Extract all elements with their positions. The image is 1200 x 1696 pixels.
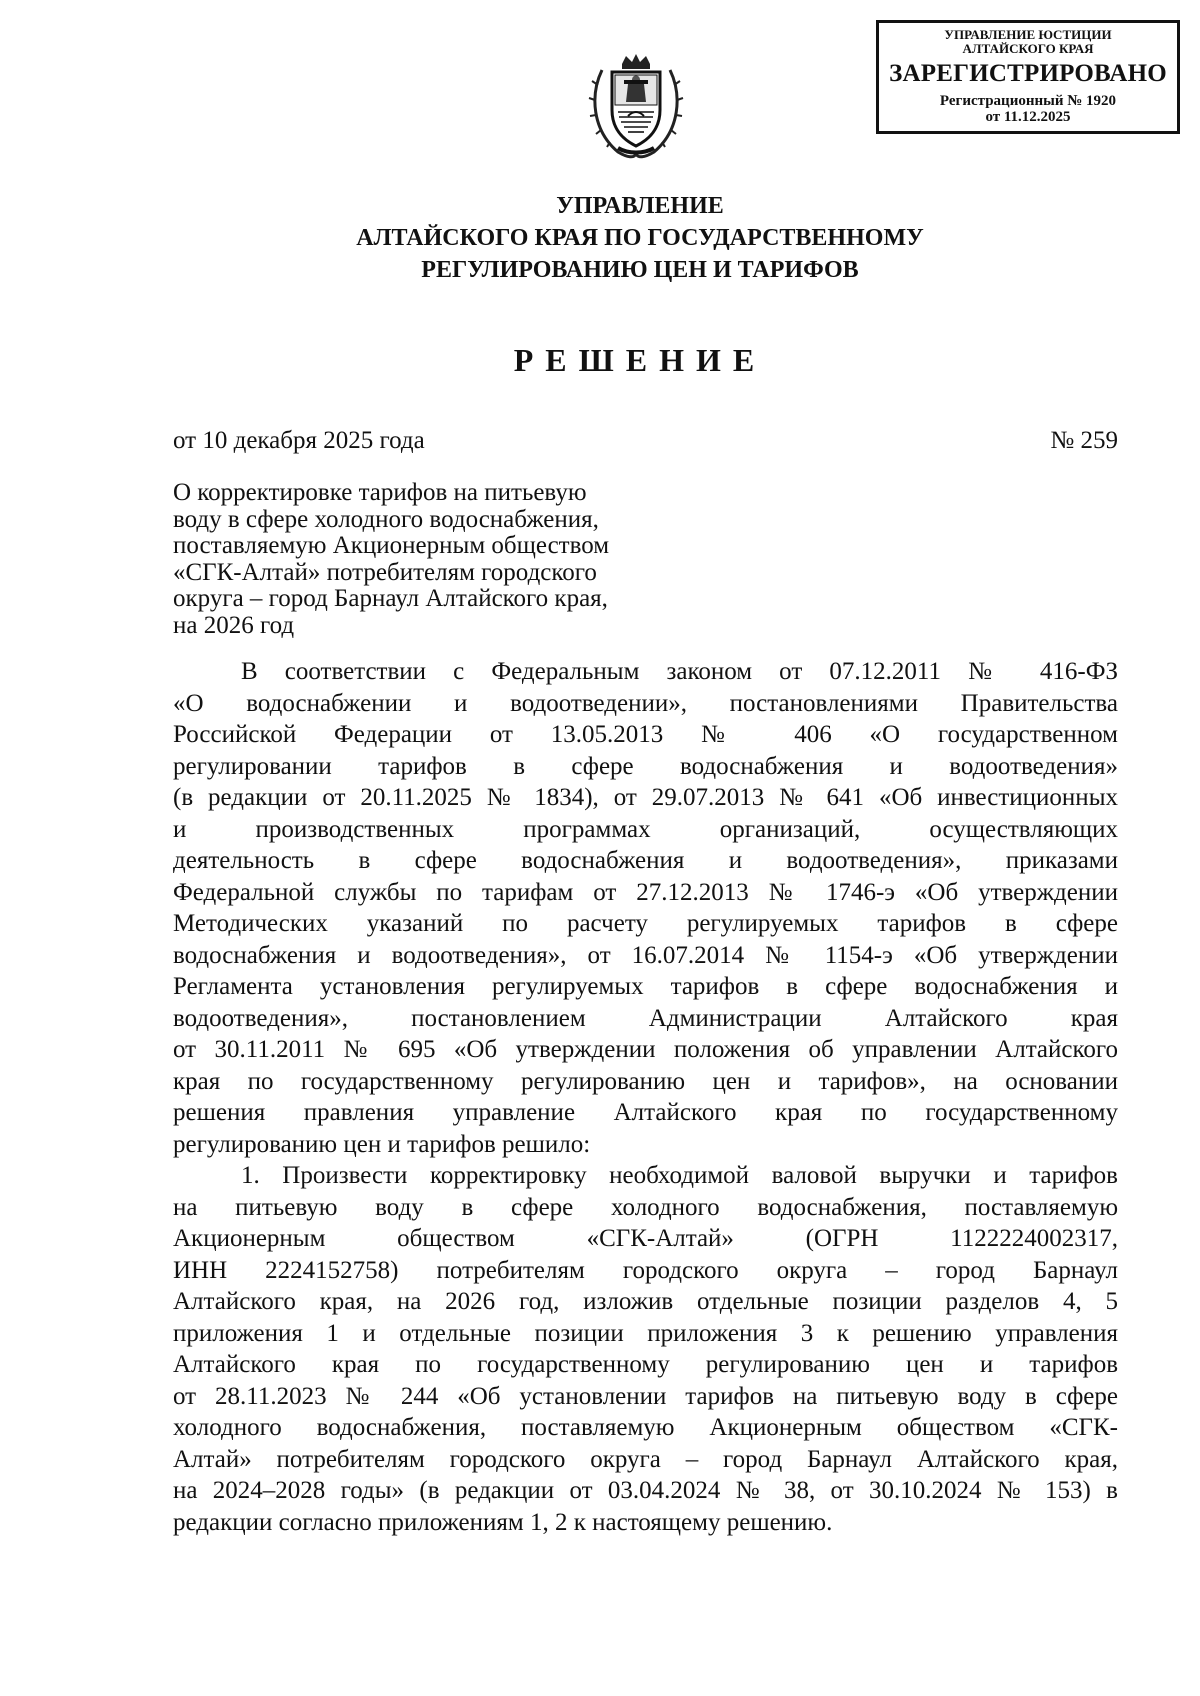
body-line: решения правления управление Алтайского края по государственному: [173, 1099, 1118, 1126]
stamp-registration-number: Регистрационный № 1920: [939, 92, 1117, 109]
stamp-organization-line2: АЛТАЙСКОГО КРАЯ: [962, 40, 1094, 56]
body-line: Алтай» потребителям городского округа – город Барнаул Алтайского края,: [173, 1445, 1118, 1473]
body-line: от 28.11.2023 № 244 «Об установлении тарифов на питьевую воду в сфере: [173, 1382, 1118, 1410]
subject-line: воду в сфере холодного водоснабжения,: [173, 505, 599, 533]
stamp-status: ЗАРЕГИСТРИРОВАНО: [889, 60, 1167, 88]
body-line: Алтайского края по государственному регулированию цен и тарифов: [173, 1351, 1118, 1378]
body-line: на питьевую воду в сфере холодного водоснабжения, поставляемую: [173, 1193, 1118, 1221]
body-line: приложения 1 и отдельные позиции приложения 3 к решению управления: [173, 1319, 1118, 1347]
body-line: Акционерным обществом «СГК-Алтай» (ОГРН 1122224002317,: [173, 1225, 1118, 1252]
body-line: деятельность в сфере водоснабжения и водоотведения», приказами: [173, 847, 1118, 874]
body-line: Российской Федерации от 13.05.2013 № 406 «О государственном: [173, 721, 1118, 748]
document-type-title: РЕШЕНИЕ: [513, 342, 767, 378]
body-line: Регламента установления регулируемых тарифов в сфере водоснабжения и: [173, 973, 1118, 1000]
body-line: края по государственному регулированию цен и тарифов», на основании: [173, 1067, 1118, 1095]
agency-line-3: РЕГУЛИРОВАНИЮ ЦЕН И ТАРИФОВ: [421, 257, 859, 283]
body-line: Федеральной службы по тарифам от 27.12.2013 № 1746-э «Об утверждении: [173, 878, 1118, 906]
stamp-registration-date: от 11.12.2025: [985, 109, 1071, 126]
body-line: на 2024–2028 годы» (в редакции от 03.04.2024 № 38, от 30.10.2024 № 153) в: [173, 1477, 1118, 1504]
body-line: «О водоснабжении и водоотведении», постановлениями Правительства: [173, 689, 1118, 717]
subject-line: О корректировке тарифов на питьевую: [173, 479, 587, 506]
agency-line-1: УПРАВЛЕНИЕ: [556, 193, 724, 219]
altai-krai-coat-of-arms-icon: [588, 50, 684, 162]
decision-subject: [173, 480, 678, 639]
body-line: Методических указаний по расчету регулируемых тарифов в сфере: [173, 910, 1118, 937]
subject-line: округа – город Барнаул Алтайского края,: [173, 585, 608, 612]
subject-line: «СГК-Алтай» потребителям городского: [173, 558, 597, 586]
stamp-organization-line1: УПРАВЛЕНИЕ ЮСТИЦИИ: [944, 27, 1112, 42]
subject-line: поставляемую Акционерным обществом: [173, 532, 610, 559]
subject-line: на 2026 год: [173, 611, 295, 639]
body-line: редакции согласно приложениям 1, 2 к настоящему решению.: [173, 1508, 833, 1536]
decision-number: № 259: [1050, 427, 1118, 454]
body-line: 1. Произвести корректировку необходимой валовой выручки и тарифов: [241, 1162, 1118, 1189]
body-line: В соответствии с Федеральным законом от 07.12.2011 № 416-ФЗ: [241, 658, 1118, 685]
body-line: регулировании тарифов в сфере водоснабжения и водоотведения»: [173, 752, 1118, 780]
body-line: холодного водоснабжения, поставляемую Акционерным обществом «СГК-: [173, 1414, 1118, 1441]
registration-stamp: [876, 20, 1180, 134]
body-line: (в редакции от 20.11.2025 № 1834), от 29.07.2013 № 641 «Об инвестиционных: [173, 784, 1118, 811]
agency-name: [200, 190, 1080, 286]
decision-body: [173, 656, 1118, 1538]
agency-line-2: АЛТАЙСКОГО КРАЯ ПО ГОСУДАРСТВЕННОМУ: [356, 225, 924, 251]
body-line: ИНН 2224152758) потребителям городского округа – город Барнаул: [173, 1256, 1118, 1284]
decision-date: от 10 декабря 2025 года: [173, 427, 425, 454]
body-line: водоотведения», постановлением Администрации Алтайского края: [173, 1004, 1118, 1032]
body-line: Алтайского края, на 2026 год, изложив отдельные позиции разделов 4, 5: [173, 1288, 1118, 1315]
body-line: и производственных программах организаций, осуществляющих: [173, 815, 1118, 843]
body-line: водоснабжения и водоотведения», от 16.07.2014 № 1154-э «Об утверждении: [173, 941, 1118, 969]
body-line: регулированию цен и тарифов решило:: [173, 1130, 591, 1158]
body-line: от 30.11.2011 № 695 «Об утверждении положения об управлении Алтайского: [173, 1036, 1118, 1063]
